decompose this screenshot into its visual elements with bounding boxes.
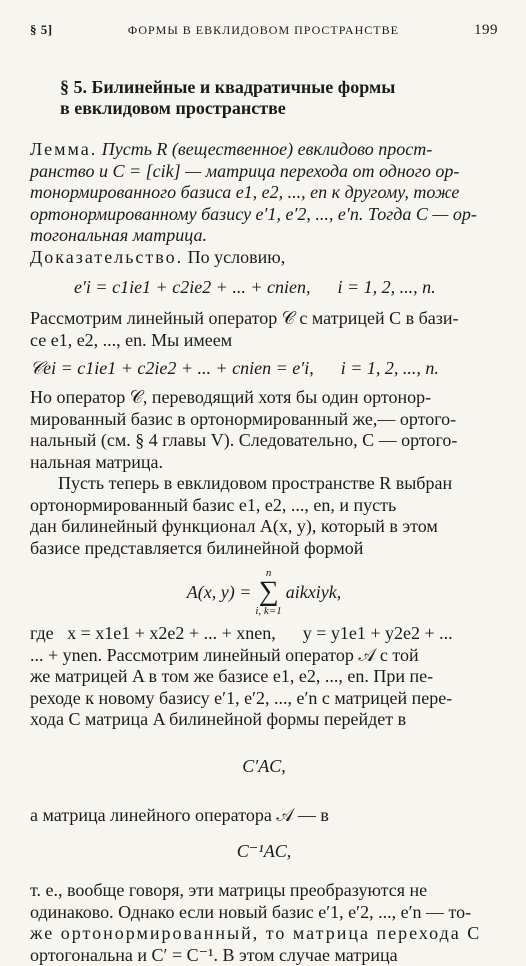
proof-text: По условию, xyxy=(188,247,286,267)
lemma-line: ортонормированному базису e′1, e′2, ..., e′n. Тогда C — ор- xyxy=(30,204,498,226)
running-header xyxy=(30,22,498,39)
equation-basis-change: e′i = c1ie1 + c2ie2 + ... + cnien, i = 1, 2, ..., n. xyxy=(74,276,498,298)
text-line: а матрица линейного оператора 𝒜 — в xyxy=(30,805,498,827)
paragraph xyxy=(30,308,498,351)
bilinear-rhs: aikxiyk, xyxy=(286,582,341,603)
section-title-line: § 5. Билинейные и квадратичные формы xyxy=(60,77,498,98)
text-line: мированный базис в ортонормированный же,— ортого- xyxy=(30,409,498,431)
header-section: § 5] xyxy=(30,22,53,38)
bilinear-lhs: A(x, y) = xyxy=(187,582,252,603)
equation-operator: 𝒞ei = c1ie1 + c2ie2 + ... + cnien = e′i, i = 1, 2, ..., n. xyxy=(30,357,498,379)
sigma-icon: ∑ xyxy=(259,579,279,605)
text-line: ортогональна и C′ = C⁻¹. В этом случае матрица xyxy=(30,945,498,966)
text-line: дан билинейный функционал A(x, y), который в этом xyxy=(30,516,498,538)
paragraph xyxy=(30,473,498,559)
lemma-line xyxy=(30,139,498,161)
sum-upper-limit: n xyxy=(266,567,272,579)
lemma xyxy=(30,139,498,247)
text-line: Рассмотрим линейный оператор 𝒞 с матрицей C в бази- xyxy=(30,308,498,330)
text-line: же ортонормированный, то матрица перехода C xyxy=(30,923,498,945)
text-line: одинаково. Однако если новый базис e′1, e′2, ..., e′n — то- xyxy=(30,902,498,924)
lemma-label: Лемма. xyxy=(30,139,97,159)
page-number: 199 xyxy=(474,22,498,39)
equation-c-inverse-ac: C⁻¹AC, xyxy=(30,840,498,862)
proof-start xyxy=(30,247,498,269)
text-line: Пусть теперь в евклидовом пространстве R выбран xyxy=(30,473,498,495)
lemma-line: ранство и C = [cik] — матрица перехода от одного ор- xyxy=(30,161,498,183)
summation-symbol xyxy=(255,567,281,617)
equation-cac: C′AC, xyxy=(30,755,498,777)
text-line: ортонормированный базис e1, e2, ..., en, и пусть xyxy=(30,495,498,517)
text-line: реходе к новому базису e′1, e′2, ..., e′n с матрицей пере- xyxy=(30,688,498,710)
paragraph xyxy=(30,623,498,731)
text-line: т. е., вообще говоря, эти матрицы преобразуются не xyxy=(30,880,498,902)
text-line: базисе представляется билинейной формой xyxy=(30,538,498,560)
section-title-line: в евклидовом пространстве xyxy=(60,98,498,119)
text-line: нальный (см. § 4 главы V). Следовательно, C — ортого- xyxy=(30,430,498,452)
lemma-text: Пусть R (вещественное) евклидово прост- xyxy=(102,139,432,159)
proof-label: Доказательство. xyxy=(30,247,183,267)
sum-lower-limit: i, k=1 xyxy=(255,605,281,617)
paragraph xyxy=(30,387,498,473)
paragraph xyxy=(30,880,498,966)
text-line: ... + ynen. Рассмотрим линейный оператор 𝒜 с той xyxy=(30,645,498,667)
text-line: Но оператор 𝒞, переводящий хотя бы один ортонор- xyxy=(30,387,498,409)
section-title xyxy=(60,77,498,119)
text-line: хода C матрица A билинейной формы перейдет в xyxy=(30,709,498,731)
equation-bilinear-form xyxy=(30,567,498,617)
lemma-line: тогональная матрица. xyxy=(30,225,498,247)
text-line: нальная матрица. xyxy=(30,452,498,474)
text-line: где x = x1e1 + x2e2 + ... + xnen, y = y1e1 + y2e2 + ... xyxy=(30,623,498,645)
header-title: ФОРМЫ В ЕВКЛИДОВОМ ПРОСТРАНСТВЕ xyxy=(128,23,399,38)
text-line: се e1, e2, ..., en. Мы имеем xyxy=(30,330,498,352)
text-line: же матрицей A в том же базисе e1, e2, ..., en. При пе- xyxy=(30,666,498,688)
lemma-line: тонормированного базиса e1, e2, ..., en к другому, тоже xyxy=(30,182,498,204)
